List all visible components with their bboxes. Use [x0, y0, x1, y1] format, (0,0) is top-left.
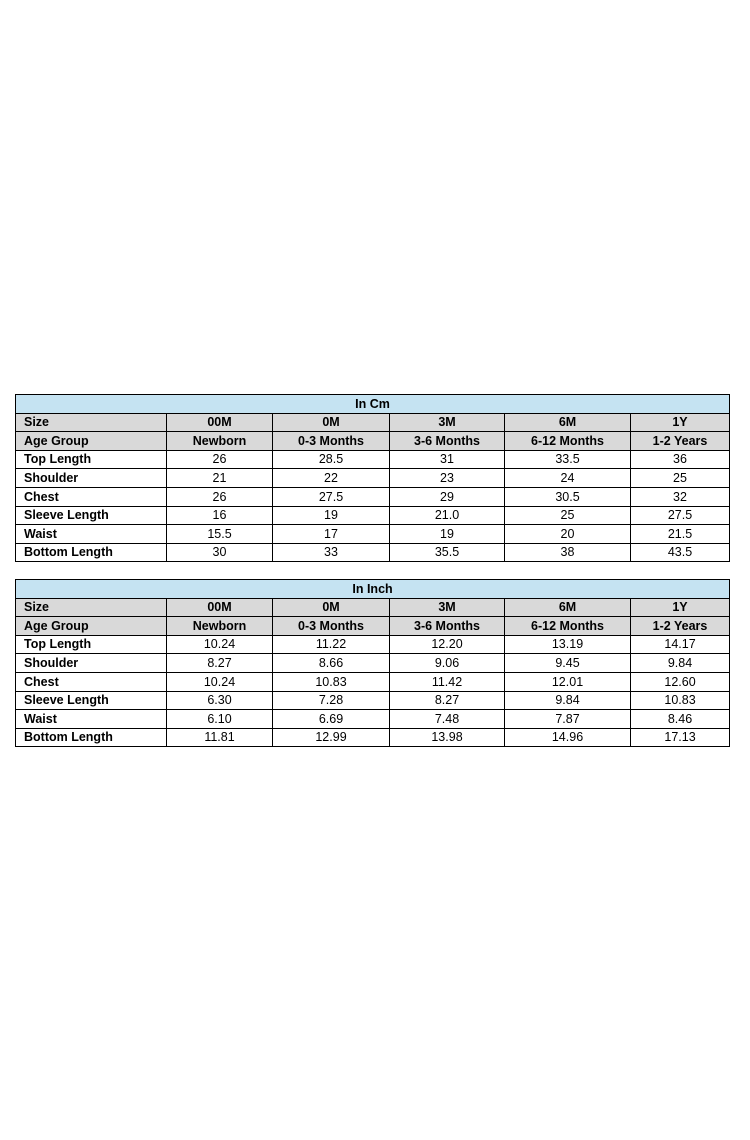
- row-label: Shoulder: [16, 654, 167, 673]
- header-cell: 1-2 Years: [631, 617, 730, 636]
- value-cell: 12.99: [273, 728, 390, 747]
- value-cell: 11.22: [273, 635, 390, 654]
- value-cell: 27.5: [273, 487, 390, 506]
- value-cell: 20: [505, 525, 631, 544]
- value-cell: 38: [505, 543, 631, 562]
- header-cell: 1Y: [631, 413, 730, 432]
- table-row: [16, 728, 730, 747]
- row-label: Top Length: [16, 450, 167, 469]
- size-chart-cm: [15, 394, 730, 562]
- header-cell: 0M: [273, 413, 390, 432]
- header-cell: 3M: [390, 413, 505, 432]
- value-cell: 10.83: [631, 691, 730, 710]
- value-cell: 13.19: [505, 635, 631, 654]
- value-cell: 33: [273, 543, 390, 562]
- value-cell: 30.5: [505, 487, 631, 506]
- header-cell: 6-12 Months: [505, 432, 631, 451]
- value-cell: 14.96: [505, 728, 631, 747]
- value-cell: 12.01: [505, 672, 631, 691]
- value-cell: 32: [631, 487, 730, 506]
- value-cell: 21.0: [390, 506, 505, 525]
- value-cell: 8.27: [167, 654, 273, 673]
- value-cell: 26: [167, 450, 273, 469]
- header-row-age-group: [16, 617, 730, 636]
- header-cell: 3-6 Months: [390, 432, 505, 451]
- value-cell: 21: [167, 469, 273, 488]
- row-label: Bottom Length: [16, 543, 167, 562]
- value-cell: 7.87: [505, 710, 631, 729]
- header-cell: 3M: [390, 598, 505, 617]
- table-row: [16, 654, 730, 673]
- value-cell: 27.5: [631, 506, 730, 525]
- value-cell: 22: [273, 469, 390, 488]
- header-cell: 1-2 Years: [631, 432, 730, 451]
- value-cell: 28.5: [273, 450, 390, 469]
- header-cell: Newborn: [167, 432, 273, 451]
- value-cell: 7.28: [273, 691, 390, 710]
- header-cell: 6M: [505, 413, 631, 432]
- value-cell: 9.45: [505, 654, 631, 673]
- header-cell: 1Y: [631, 598, 730, 617]
- table-title: In Inch: [16, 580, 730, 599]
- size-chart-inch: [15, 579, 730, 747]
- value-cell: 35.5: [390, 543, 505, 562]
- table-row: [16, 691, 730, 710]
- value-cell: 13.98: [390, 728, 505, 747]
- value-cell: 30: [167, 543, 273, 562]
- value-cell: 14.17: [631, 635, 730, 654]
- row-label: Size: [16, 413, 167, 432]
- value-cell: 17: [273, 525, 390, 544]
- value-cell: 21.5: [631, 525, 730, 544]
- row-label: Waist: [16, 525, 167, 544]
- row-label: Waist: [16, 710, 167, 729]
- value-cell: 19: [390, 525, 505, 544]
- value-cell: 31: [390, 450, 505, 469]
- value-cell: 10.83: [273, 672, 390, 691]
- value-cell: 8.46: [631, 710, 730, 729]
- value-cell: 9.06: [390, 654, 505, 673]
- header-cell: 00M: [167, 598, 273, 617]
- value-cell: 33.5: [505, 450, 631, 469]
- value-cell: 17.13: [631, 728, 730, 747]
- value-cell: 10.24: [167, 635, 273, 654]
- row-label: Size: [16, 598, 167, 617]
- header-row-size: [16, 598, 730, 617]
- header-cell: 3-6 Months: [390, 617, 505, 636]
- row-label: Top Length: [16, 635, 167, 654]
- row-label: Age Group: [16, 432, 167, 451]
- row-label: Age Group: [16, 617, 167, 636]
- value-cell: 23: [390, 469, 505, 488]
- value-cell: 11.42: [390, 672, 505, 691]
- value-cell: 43.5: [631, 543, 730, 562]
- header-cell: 00M: [167, 413, 273, 432]
- value-cell: 8.66: [273, 654, 390, 673]
- row-label: Sleeve Length: [16, 691, 167, 710]
- value-cell: 11.81: [167, 728, 273, 747]
- row-label: Sleeve Length: [16, 506, 167, 525]
- header-cell: 0-3 Months: [273, 432, 390, 451]
- value-cell: 15.5: [167, 525, 273, 544]
- table-row: [16, 450, 730, 469]
- header-row-age-group: [16, 432, 730, 451]
- value-cell: 16: [167, 506, 273, 525]
- value-cell: 8.27: [390, 691, 505, 710]
- value-cell: 24: [505, 469, 631, 488]
- value-cell: 12.60: [631, 672, 730, 691]
- row-label: Chest: [16, 487, 167, 506]
- value-cell: 36: [631, 450, 730, 469]
- table-title: In Cm: [16, 395, 730, 414]
- value-cell: 6.69: [273, 710, 390, 729]
- value-cell: 19: [273, 506, 390, 525]
- table-row: [16, 710, 730, 729]
- value-cell: 25: [505, 506, 631, 525]
- value-cell: 9.84: [505, 691, 631, 710]
- row-label: Chest: [16, 672, 167, 691]
- table-row: [16, 635, 730, 654]
- table-row: [16, 672, 730, 691]
- value-cell: 29: [390, 487, 505, 506]
- table-row: [16, 543, 730, 562]
- value-cell: 7.48: [390, 710, 505, 729]
- table-row: [16, 525, 730, 544]
- value-cell: 6.10: [167, 710, 273, 729]
- value-cell: 12.20: [390, 635, 505, 654]
- value-cell: 10.24: [167, 672, 273, 691]
- row-label: Bottom Length: [16, 728, 167, 747]
- header-cell: 6-12 Months: [505, 617, 631, 636]
- header-cell: 0-3 Months: [273, 617, 390, 636]
- header-cell: Newborn: [167, 617, 273, 636]
- table-row: [16, 506, 730, 525]
- table-row: [16, 469, 730, 488]
- value-cell: 26: [167, 487, 273, 506]
- header-cell: 6M: [505, 598, 631, 617]
- row-label: Shoulder: [16, 469, 167, 488]
- value-cell: 6.30: [167, 691, 273, 710]
- header-row-size: [16, 413, 730, 432]
- header-cell: 0M: [273, 598, 390, 617]
- value-cell: 9.84: [631, 654, 730, 673]
- table-row: [16, 487, 730, 506]
- value-cell: 25: [631, 469, 730, 488]
